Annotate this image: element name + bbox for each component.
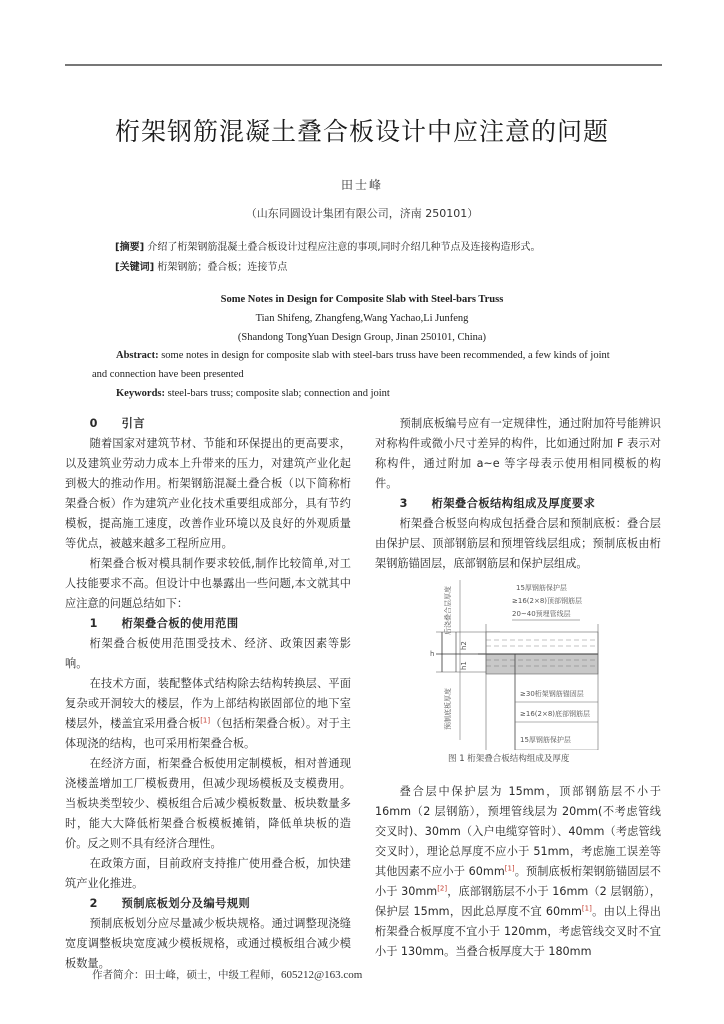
figure-caption: 图 1 桁架叠合板结构组成及厚度 <box>448 754 570 764</box>
footnote-text: 作者简介：田士峰，硕士，中级工程师， <box>92 969 281 981</box>
en-keywords <box>116 388 390 399</box>
label-truss-anchor: ≥30桁架钢筋锚固层 <box>520 690 584 698</box>
label-precast-thickness: 预制底板厚度 <box>444 688 452 730</box>
cn-keywords-label: [关键词] <box>115 262 155 273</box>
section-2-heading: 2 预制底板划分及编号规则 <box>89 897 251 910</box>
en-keywords-label: Keywords: <box>116 388 165 399</box>
en-title: Some Notes in Design for Composite Slab with Steel-bars Truss <box>220 294 504 305</box>
left-column <box>65 414 351 974</box>
en-abstract-line1 <box>116 350 610 361</box>
header-rule <box>65 64 662 66</box>
cn-abstract-label: [摘要] <box>115 242 145 253</box>
cn-abstract-text: 介绍了桁架钢筋混凝土叠合板设计过程应注意的事项,同时介绍几种节点及连接构造形式。 <box>147 242 541 253</box>
dim-h: h <box>430 650 435 658</box>
en-abstract-line2: and connection have been presented <box>92 369 244 380</box>
paragraph: 在政策方面，目前政府支持推广使用叠合板，加快建筑产业化推进。 <box>65 857 351 890</box>
paragraph: 在技术方面，装配整体式结构除去结构转换层、平面复杂或开洞较大的楼层，作为上部结构嵌固部位的地下室楼层外，楼盖宜采用叠合板[1]（包括桁架叠合板）。对于主体现浇的结构，也可采用桁架叠合板。 <box>65 677 351 750</box>
author-name: 田士峰 <box>340 178 383 192</box>
label-pipe-layer: 20~40预埋管线层 <box>512 610 571 618</box>
en-keywords-text: steel-bars truss; composite slab; connection and joint <box>167 388 390 399</box>
label-bottom-cover: 15厚钢筋保护层 <box>520 736 571 744</box>
citation-link[interactable]: [1] <box>200 716 211 725</box>
paragraph: 预制底板划分应尽量减少板块规格。通过调整现浇缝宽度调整板块宽度减少模板规格，或通过模板组合减少模板数量。 <box>65 917 351 970</box>
label-bottom-rebar: ≥16(2×8)底部钢筋层 <box>520 710 591 718</box>
author-footnote <box>92 967 362 982</box>
section-1-heading: 1 桁架叠合板的使用范围 <box>89 617 239 630</box>
paragraph: 桁架叠合板使用范围受技术、经济、政策因素等影响。 <box>65 637 351 670</box>
dim-h1: h1 <box>460 661 468 670</box>
section-0-heading: 0 引言 <box>89 417 146 430</box>
citation-link[interactable]: [1] <box>504 864 515 873</box>
en-abstract-text: some notes in design for composite slab with steel-bars truss have been recommended, a few kinds of joint <box>161 350 610 361</box>
cn-abstract <box>115 238 675 253</box>
label-top-rebar: ≥16(2×8)顶部钢筋层 <box>512 597 583 605</box>
en-authors: Tian Shifeng, Zhangfeng,Wang Yachao,Li Junfeng <box>255 313 469 324</box>
citation-link[interactable]: [1] <box>581 904 592 913</box>
paragraph: 随着国家对建筑节材、节能和环保提出的更高要求，以及建筑业劳动力成本上升带来的压力，对建筑产业化起到极大的推动作用。桁架钢筋混凝土叠合板（以下简称桁架叠合板）作为建筑产业化技术重要组成部分，具有节约模板，提高施工速度，改善作业环境以及良好的外观质量等优点，被越来越多工程所应用。 <box>65 437 351 550</box>
dim-h2: h2 <box>460 641 468 650</box>
right-column-bottom <box>375 782 661 962</box>
cn-keywords-text: 桁架钢筋；叠合板；连接节点 <box>157 262 288 273</box>
paragraph: 桁架叠合板竖向构成包括叠合层和预制底板：叠合层由保护层、顶部钢筋层和预埋管线层组成；预制底板由桁架钢筋锚固层，底部钢筋层和保护层组成。 <box>375 517 661 570</box>
author-affiliation: （山东同圆设计集团有限公司，济南 250101） <box>245 207 479 220</box>
paragraph: 预制底板编号应有一定规律性，通过附加符号能辨识对称构件或微小尺寸差异的构件，比如通过附加 F 表示对称构件，通过附加 a~e 等字母表示使用相同模板的构件。 <box>375 417 661 490</box>
right-column-top <box>375 414 661 574</box>
label-cast-layer-thickness: 后浇叠合层厚度 <box>444 586 452 635</box>
paragraph: 叠合层中保护层为 15mm，顶部钢筋层不小于 16mm（2 层钢筋），预埋管线层为 20mm(不考虑管线交叉时)、30mm（入户电缆穿管时）、40mm（考虑管线交叉时），理论总厚度不应小于 51mm，考虑施工误差等其他因素不应小于 60mm[1]。预制底板桁架钢筋锚固层不小于 30mm[2]，底部钢筋层不小于 16mm（2 层钢筋），保护层 15mm，因此总厚度不宜 60mm[1]。由以上得出桁架叠合板厚度不宜小于 120mm，考虑管线交叉时不宜小于 130mm。当叠合板厚度大于 180mm <box>375 785 661 958</box>
section-3-heading: 3 桁架叠合板结构组成及厚度要求 <box>399 497 596 510</box>
cn-keywords <box>115 258 675 273</box>
paragraph: 桁架叠合板对模具制作要求较低,制作比较简单,对工人技能要求不高。但设计中也暴露出一些问题,本文就其中应注意的问题总结如下： <box>65 557 351 610</box>
paper-title: 桁架钢筋混凝土叠合板设计中应注意的问题 <box>114 117 609 146</box>
paragraph: 在经济方面，桁架叠合板使用定制模板，相对普通现浇楼盖增加工厂模板费用，但减少现场模板及支模费用。当板块类型较少、模板组合后减少模板数量、板块数量多时，能大大降低桁架叠合板模板摊销，降低单块板的造价。反之则不具有经济合理性。 <box>65 757 351 850</box>
en-abstract-label: Abstract: <box>116 350 159 361</box>
author-email: 605212@163.com <box>281 969 363 981</box>
citation-link[interactable]: [2] <box>437 884 448 893</box>
en-affiliation: (Shandong TongYuan Design Group, Jinan 250101, China) <box>237 332 487 343</box>
label-top-cover: 15厚钢筋保护层 <box>516 584 567 592</box>
slab-section-diagram <box>420 580 640 750</box>
